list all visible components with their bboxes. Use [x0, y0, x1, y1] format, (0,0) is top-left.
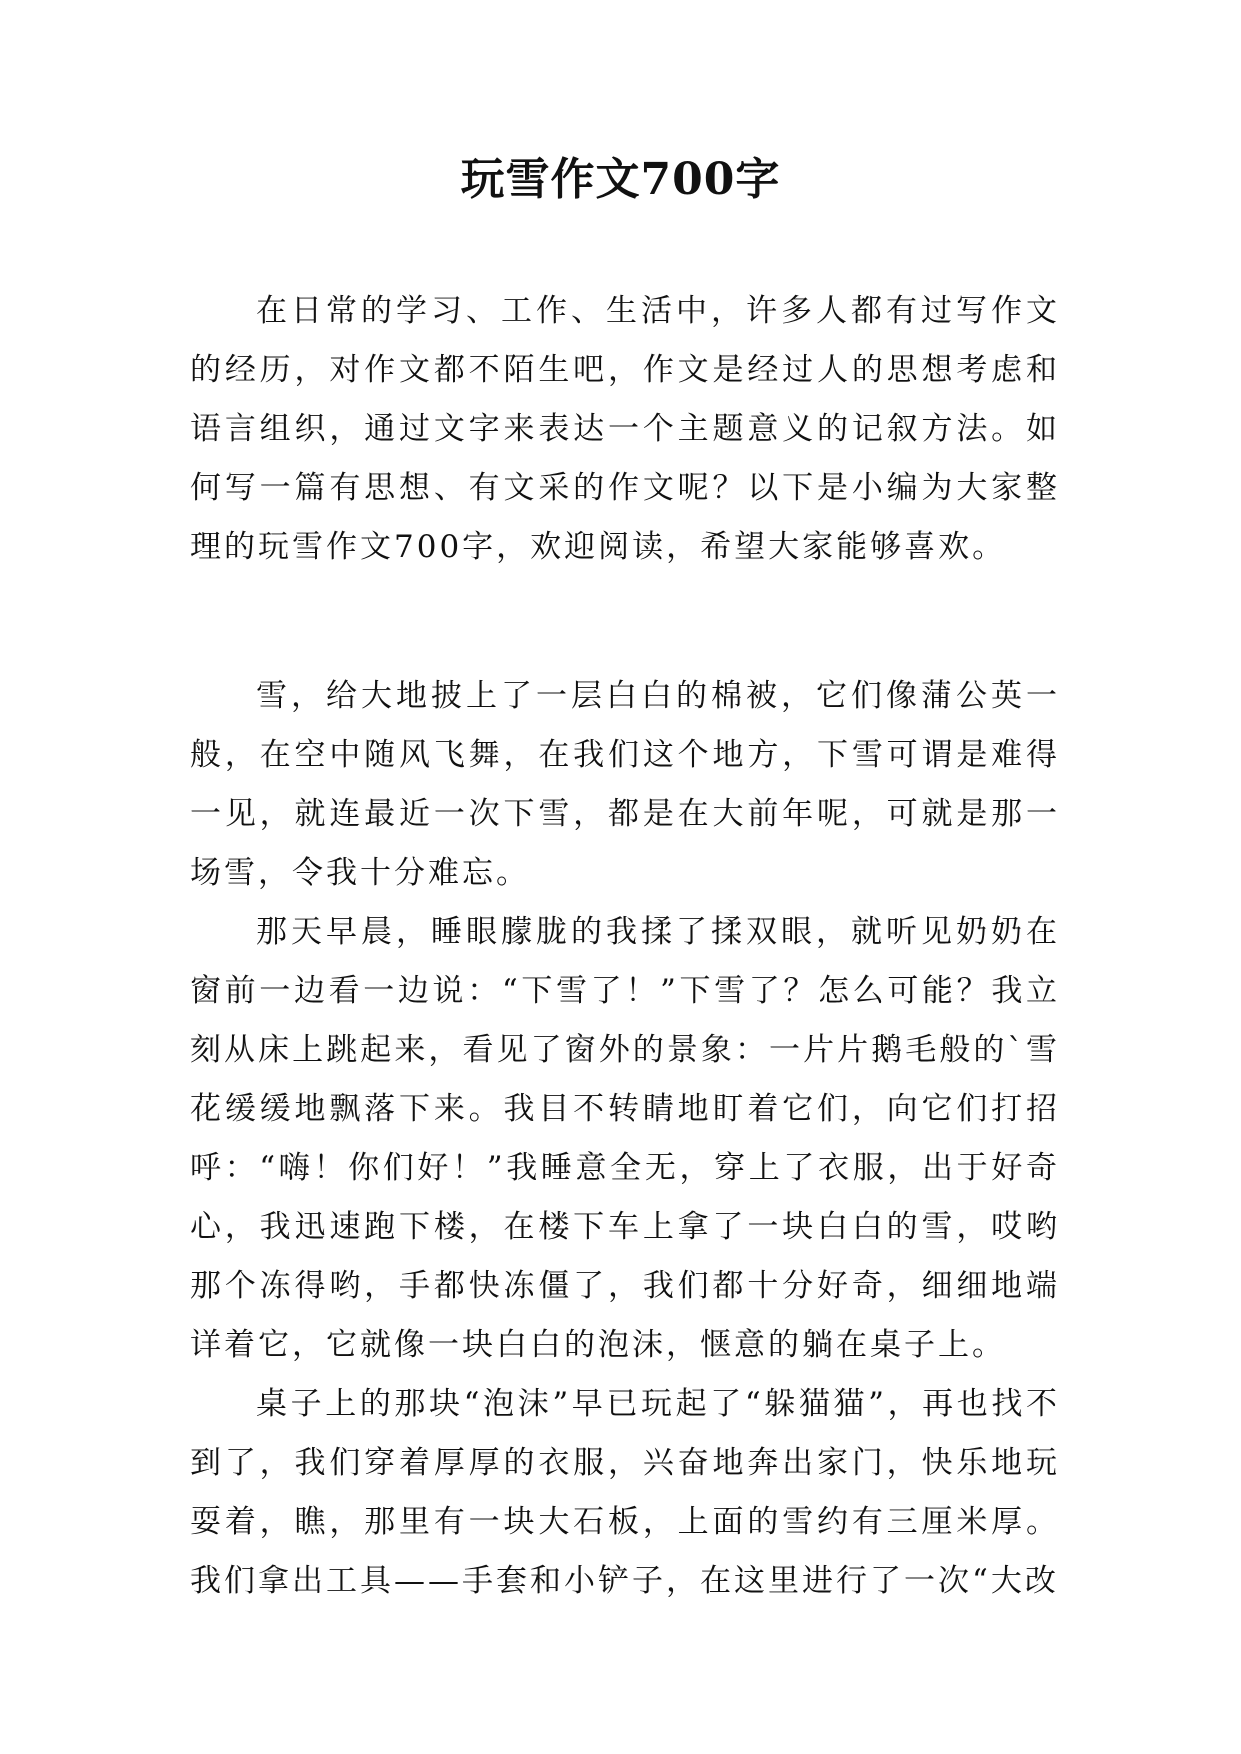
document-body — [190, 282, 1060, 1611]
document-title: 玩雪作文700字 — [460, 154, 781, 205]
section-gap — [190, 577, 1060, 667]
intro-paragraph: 在日常的学习、工作、生活中，许多人都有过写作文的经历，对作文都不陌生吧，作文是经过人的思想考虑和语言组织，通过文字来表达一个主题意义的记叙方法。如何写一篇有思想、有文采的作文呢？以下是小编为大家整理的玩雪作文700字，欢迎阅读，希望大家能够喜欢。 — [190, 293, 1060, 565]
body-paragraph: 雪，给大地披上了一层白白的棉被，它们像蒲公英一般，在空中随风飞舞，在我们这个地方，下雪可谓是难得一见，就连最近一次下雪，都是在大前年呢，可就是那一场雪，令我十分难忘。 — [190, 678, 1060, 891]
body-paragraph: 那天早晨，睡眼朦胧的我揉了揉双眼，就听见奶奶在窗前一边看一边说：“下雪了！”下雪了？怎么可能？我立刻从床上跳起来，看见了窗外的景象：一片片鹅毛般的`雪花缓缓地飘落下来。我目不转睛地盯着它们，向它们打招呼：“嗨！你们好！”我睡意全无，穿上了衣服，出于好奇心，我迅速跑下楼，在楼下车上拿了一块白白的雪，哎哟那个冻得哟，手都快冻僵了，我们都十分好奇，细细地端详着它，它就像一块白白的泡沫，惬意的躺在桌子上。 — [190, 914, 1060, 1363]
body-paragraph: 桌子上的那块“泡沫”早已玩起了“躲猫猫”，再也找不到了，我们穿着厚厚的衣服，兴奋地奔出家门，快乐地玩耍着，瞧，那里有一块大石板，上面的雪约有三厘米厚。我们拿出工具——手套和小铲子，在这里进行了一次“大改 — [190, 1386, 1060, 1599]
